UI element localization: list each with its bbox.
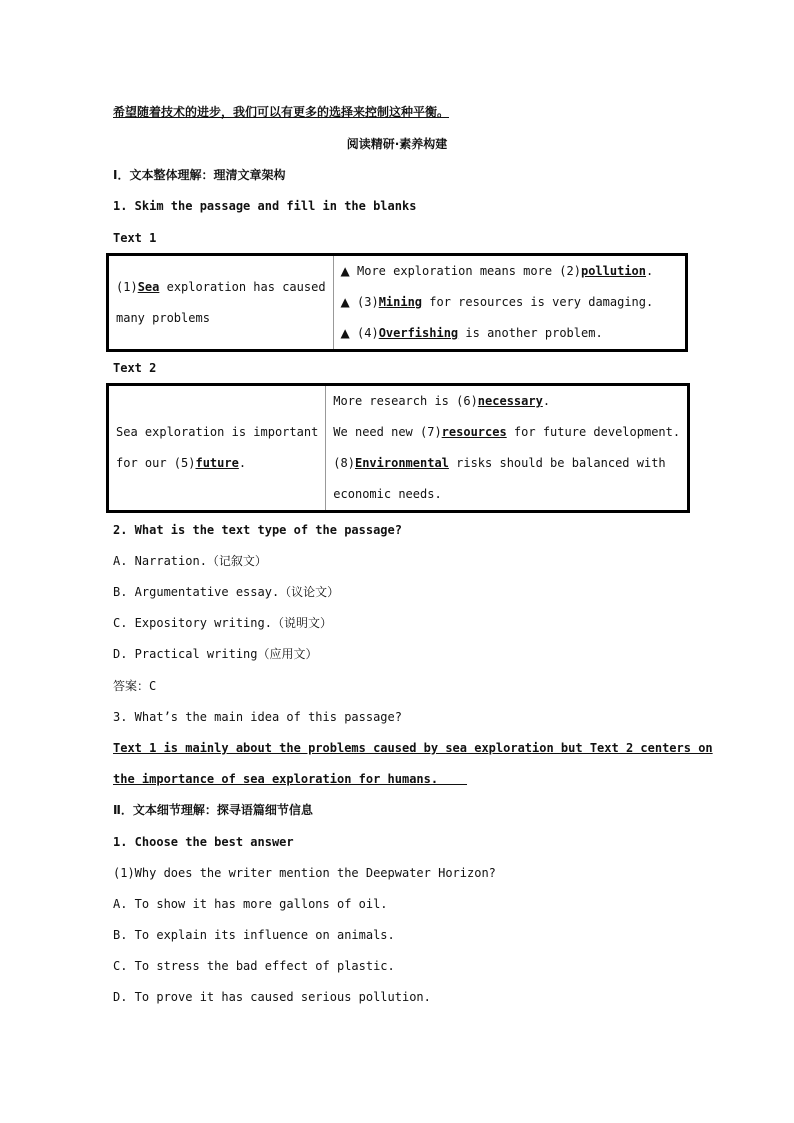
part1-question-2: 2. What is the text type of the passage? (113, 523, 402, 537)
option-a: A. Narration.（记叙文） (113, 554, 267, 568)
part2-option-a: A. To show it has more gallons of oil. (113, 897, 388, 911)
answer-7: resources (441, 425, 507, 439)
option-b: B. Argumentative essay.（议论文） (113, 585, 340, 599)
answer-8: Environmental (354, 456, 449, 470)
text1-table (106, 253, 688, 352)
top-line: 希望随着技术的进步，我们可以有更多的选择来控制这种平衡。 (113, 105, 450, 119)
answer-1: Sea (137, 279, 160, 294)
text2-right-cell (326, 385, 689, 512)
text2-row: (8)Environmental risks should be balanced with (333, 456, 666, 470)
part2-option-b: B. To explain its influence on animals. (113, 928, 395, 942)
triangle-bullet-icon: ▲ (340, 295, 350, 309)
option-d: D. Practical writing（应用文） (113, 647, 318, 661)
part1-question-3: 3. What’s the main idea of this passage? (113, 710, 402, 724)
text1-row: ▲ (4)Overfishing is another problem. (340, 326, 603, 340)
part1-heading: Ⅰ．文本整体理解：理清文章架构 (113, 168, 286, 182)
option-c: C. Expository writing.（说明文） (113, 616, 332, 630)
text2-label: Text 2 (113, 361, 157, 375)
text2-left-cell: Sea exploration is important for our (5)future. (108, 385, 326, 512)
section-title: 阅读精研·素养构建 (346, 137, 448, 151)
text2-row: economic needs. (333, 487, 442, 501)
text1-left-cell: (1)Sea exploration has caused many problems (108, 255, 334, 351)
part2-option-c: C. To stress the bad effect of plastic. (113, 959, 395, 973)
text2-row: We need new (7)resources for future development. (333, 425, 681, 439)
q2-answer: 答案：C (113, 679, 157, 693)
text1-label: Text 1 (113, 231, 157, 245)
part2-option-d: D. To prove it has caused serious pollution. (113, 990, 431, 1004)
part2-subquestion: (1)Why does the writer mention the Deepwater Horizon? (113, 866, 496, 880)
text1-right-cell (333, 255, 686, 351)
q3-answer-line1: Text 1 is mainly about the problems caused by sea exploration but Text 2 centers on (113, 741, 713, 755)
part1-question-1: 1. Skim the passage and fill in the blanks (113, 199, 417, 213)
text2-table (106, 383, 690, 513)
triangle-bullet-icon: ▲ (340, 326, 350, 340)
part2-question-1: 1. Choose the best answer (113, 835, 294, 849)
answer-3: Mining (378, 295, 423, 309)
answer-5: future (195, 456, 239, 470)
text1-row: ▲ More exploration means more (2)pollution. (340, 264, 654, 278)
text2-row: More research is (6)necessary. (333, 394, 551, 408)
answer-6: necessary (477, 394, 543, 408)
text1-row: ▲ (3)Mining for resources is very damaging. (340, 295, 654, 309)
answer-2: pollution (580, 264, 646, 278)
answer-4: Overfishing (378, 326, 459, 340)
part2-heading: Ⅱ．文本细节理解：探寻语篇细节信息 (113, 803, 313, 817)
triangle-bullet-icon: ▲ (340, 264, 350, 278)
q3-answer-line2: the importance of sea exploration for humans. (113, 772, 468, 786)
